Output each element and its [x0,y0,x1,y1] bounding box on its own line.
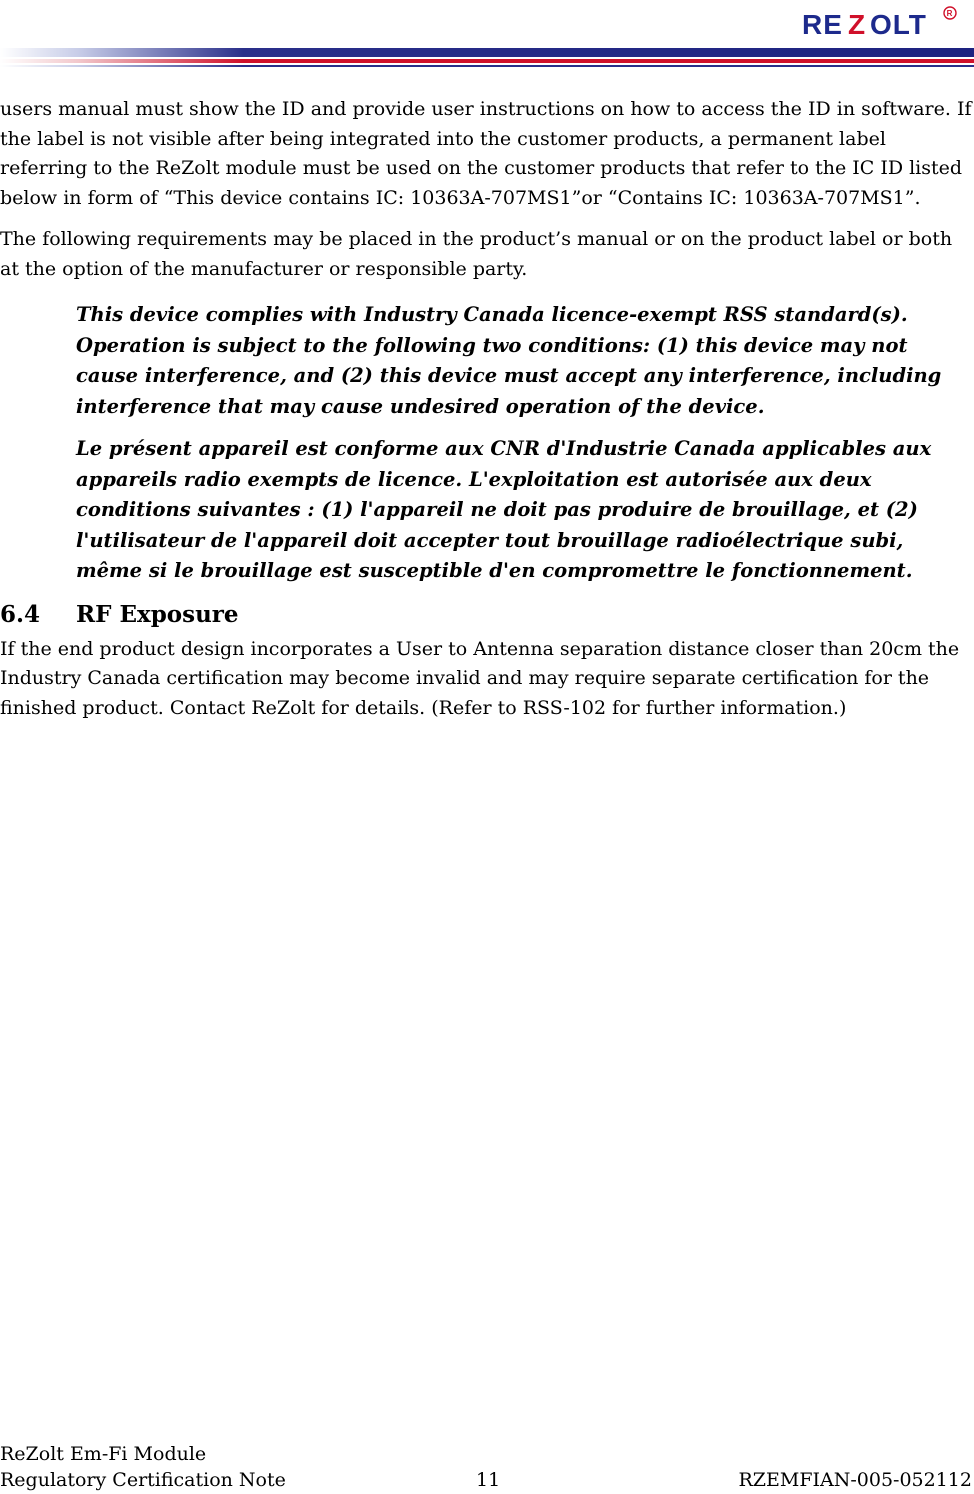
header-bar-blue [0,48,974,57]
svg-text:RE: RE [802,9,843,40]
svg-text:Z: Z [848,9,866,40]
section-number: 6.4 [0,600,41,628]
footer-doc-id: RZEMFIAN-005-052112 [738,1469,972,1491]
footer-doc-type: Regulatory Certification Note [0,1469,286,1491]
body-paragraph-rf-exposure: If the end product design incorporates a User to Antenna separation distance closer than 20cm the Industry Canada certification may become invalid and may require separate certification for the finished product. Contact ReZolt for details. (Refer to RSS-102 for further information.) [0,637,960,719]
body-paragraph-requirements: The following requirements may be placed in the product’s manual or on the product label or both at the option of the manufacturer or responsible party. [0,228,953,280]
header-bar-thin [0,65,974,67]
footer-page-number: 11 [476,1469,501,1491]
page-footer [0,1441,974,1493]
footer-product: ReZolt Em-Fi Module [0,1443,207,1465]
section-title: RF Exposure [76,600,239,628]
section-heading [0,597,972,633]
page-content [0,95,972,723]
header-bar-red [0,59,974,63]
rezolt-logo [800,4,960,44]
svg-text:R: R [946,9,953,19]
notice-english: This device complies with Industry Canada licence-exempt RSS standard(s). Operation is subject to the following two conditions: (1) this device may not cause interference, and (2) this device must accept any interference, including interference that may cause undesired operation of the device. [76,303,942,418]
notice-french: Le présent appareil est conforme aux CNR d'Industrie Canada applicables aux appareils radio exempts de licence. L'exploitation est autorisée aux deux conditions suivantes : (1) l'appareil ne doit pas produire de brouillage, et (2) l'utilisateur de l'appareil doit accepter tout brouillage radioélectrique subi, même si le brouillage est susceptible d'en compromettre le fonctionnement. [76,437,932,582]
svg-text:OLT: OLT [870,9,927,40]
body-paragraph-label-id: users manual must show the ID and provide user instructions on how to access the ID in software. If the label is not visible after being integrated into the customer products, a permanent label referring to the ReZolt module must be used on the customer products that refer to the IC ID listed below in form of “This device contains IC: 10363A-707MS1”or “Contains IC: 10363A-707MS1”. [0,98,972,209]
